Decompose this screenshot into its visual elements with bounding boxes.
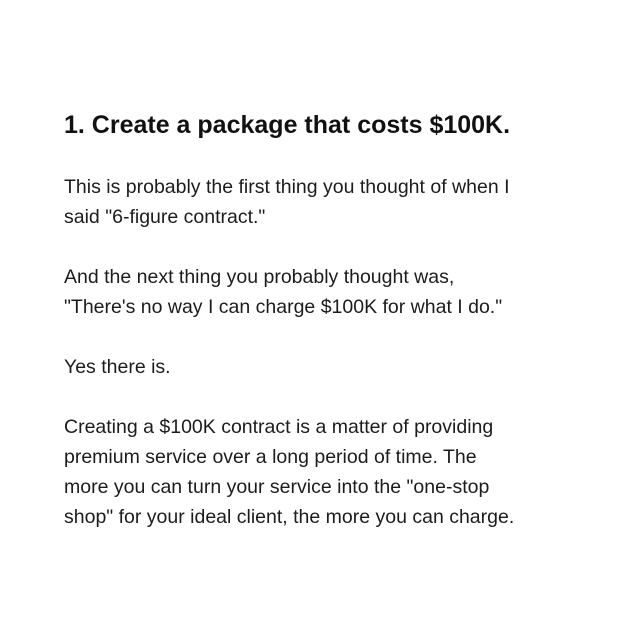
- paragraph-line: And the next thing you probably thought was,: [64, 266, 455, 288]
- paragraph-line: "There's no way I can charge $100K for what I do.": [64, 296, 503, 318]
- paragraph-first-thing: [64, 172, 584, 232]
- paragraph-line: more you can turn your service into the "one-stop: [64, 476, 490, 498]
- paragraph-line: This is probably the first thing you thought of when I: [64, 176, 510, 198]
- paragraph-line: premium service over a long period of time. The: [64, 446, 477, 468]
- paragraph-line: Yes there is.: [64, 356, 171, 378]
- paragraph-yes-there-is: [64, 352, 584, 382]
- section-heading: 1. Create a package that costs $100K.: [64, 111, 511, 139]
- paragraph-creating-contract: [64, 412, 584, 532]
- paragraph-next-thing: [64, 262, 584, 322]
- paragraph-line: Creating a $100K contract is a matter of providing: [64, 416, 494, 438]
- paragraph-line: said "6-figure contract.": [64, 206, 266, 228]
- paragraph-line: shop" for your ideal client, the more you can charge.: [64, 506, 515, 528]
- article-body: [64, 108, 584, 562]
